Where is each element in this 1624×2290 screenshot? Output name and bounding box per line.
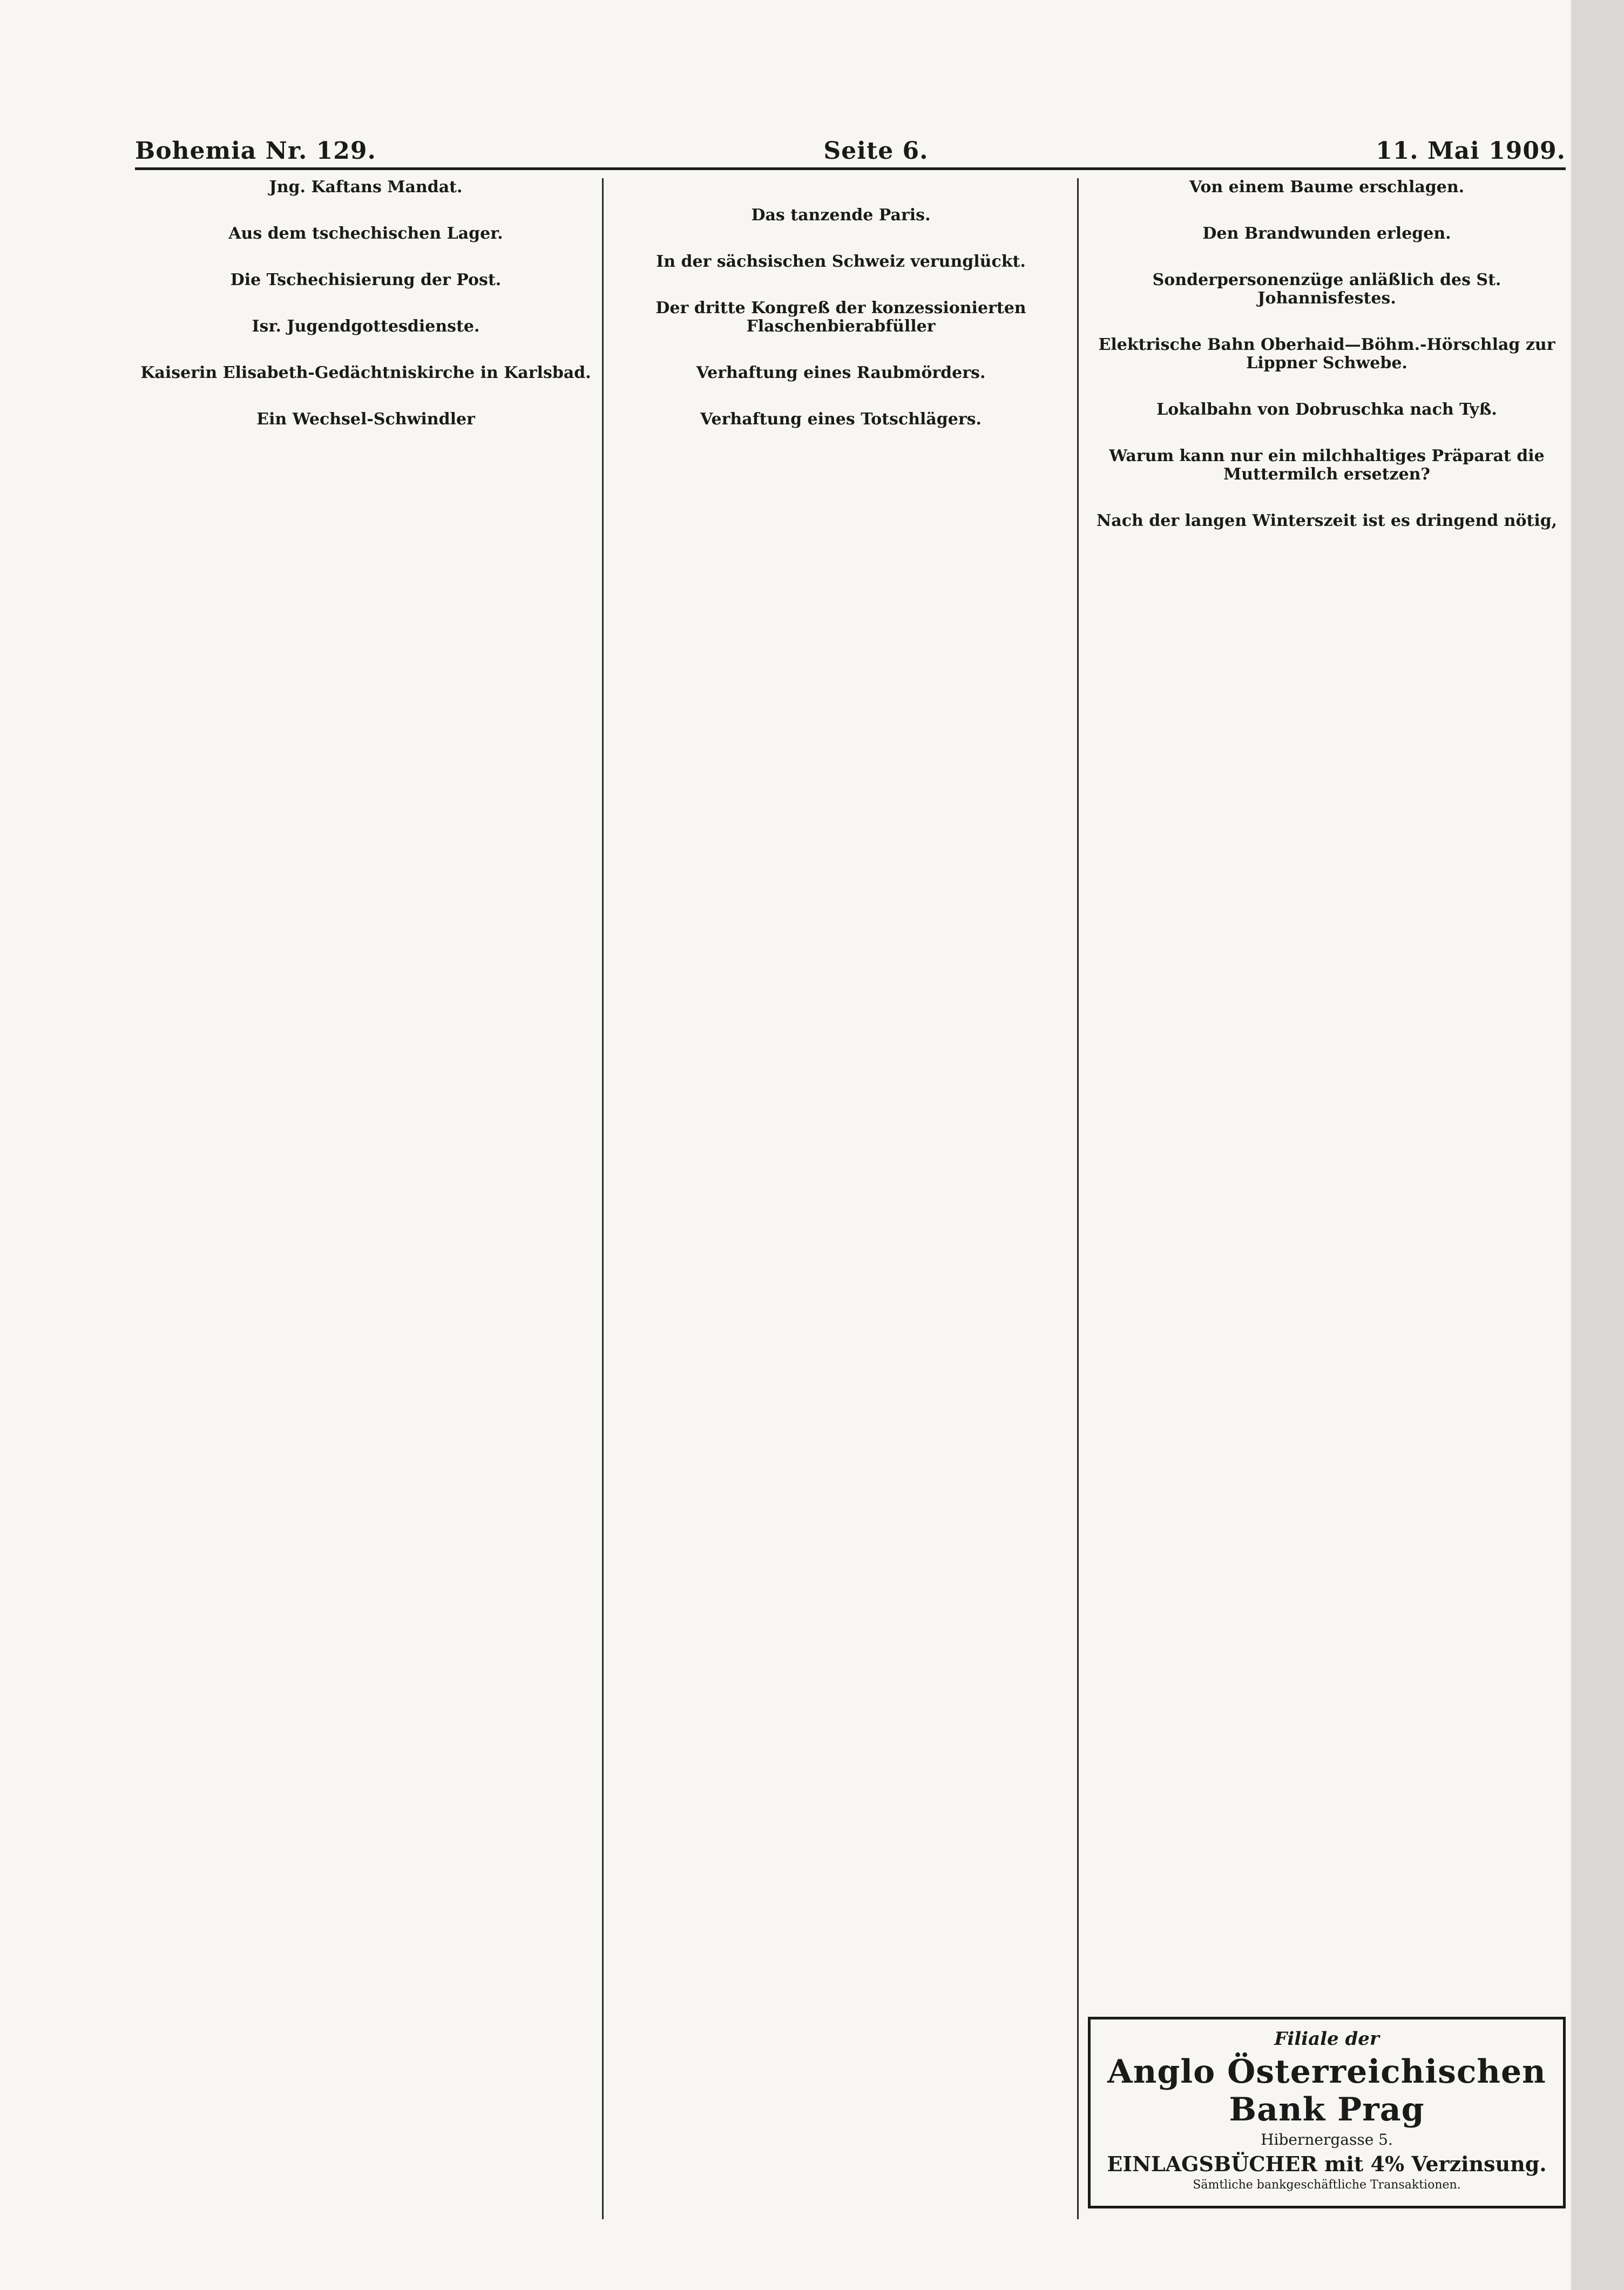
article-headline: Nach der langen Winterszeit ist es dringend nötig,	[1096, 511, 1558, 530]
article	[1088, 336, 1566, 393]
article-body	[1088, 310, 1566, 328]
article-headline: Die Tschechisierung der Post.	[230, 271, 502, 289]
article	[138, 271, 594, 310]
article-body	[1088, 486, 1566, 504]
article-headline: Verhaftung eines Raubmörders.	[696, 363, 986, 382]
article-body	[613, 227, 1069, 245]
ad-note: Sämtliche bankgeschäftliche Transaktionen.	[1193, 2178, 1461, 2192]
article	[1088, 447, 1566, 504]
article	[613, 410, 1069, 449]
article-body	[1088, 199, 1566, 217]
article-body	[613, 273, 1069, 292]
article-body	[1088, 375, 1566, 393]
article-body	[1088, 421, 1566, 440]
article-headline: Der dritte Kongreß der konzessionierten Flaschenbierabfüller	[655, 299, 1026, 336]
article-body	[138, 384, 594, 403]
header-center: Seite 6.	[823, 137, 929, 165]
article-body	[138, 245, 594, 264]
article-headline: Von einem Baume erschlagen.	[1189, 178, 1465, 197]
article-headline: In der sächsischen Schweiz verunglückt.	[656, 252, 1026, 271]
article-body	[613, 338, 1069, 356]
article	[613, 180, 1069, 199]
article-headline: Das tanzende Paris.	[751, 206, 931, 225]
page-edge	[1571, 0, 1624, 2290]
article-body	[1088, 532, 1566, 551]
article	[1088, 178, 1566, 217]
article-headline: Elektrische Bahn Oberhaid—Böhm.-Hörschlag zur Lippner Schwebe.	[1098, 335, 1555, 373]
article-headline: Jng. Kaftans Mandat.	[269, 178, 463, 197]
ad-bank-name: Anglo Österreichischen Bank Prag	[1107, 2053, 1546, 2129]
article-headline: Lokalbahn von Dobruschka nach Tyß.	[1156, 400, 1497, 419]
article	[138, 225, 594, 264]
header-right: 11. Mai 1909.	[1376, 137, 1566, 165]
column-3	[1088, 178, 1566, 2219]
column-2	[613, 178, 1069, 2219]
article-headline: Ein Wechsel-Schwindler	[256, 410, 475, 429]
article	[1088, 225, 1566, 264]
article-headline: Aus dem tschechischen Lager.	[228, 224, 503, 243]
ad-main-line: EINLAGSBÜCHER mit 4% Verzinsung.	[1107, 2152, 1547, 2176]
column-divider	[602, 178, 604, 2219]
ad-top: Filiale der	[1274, 2028, 1379, 2050]
article-body	[613, 384, 1069, 403]
article-headline: Warum kann nur ein milchhaltiges Präparat die Muttermilch ersetzen?	[1109, 447, 1545, 484]
article-body	[138, 199, 594, 217]
article-headline: Verhaftung eines Totschlägers.	[700, 410, 982, 429]
ad-address: Hibernergasse 5.	[1261, 2131, 1393, 2149]
article-body	[1088, 245, 1566, 264]
article	[613, 206, 1069, 245]
article-headline: Den Brandwunden erlegen.	[1202, 224, 1451, 243]
page-header	[135, 116, 1566, 165]
article	[613, 253, 1069, 292]
article-headline: Sonderpersonenzüge anläßlich des St. Johannisfestes.	[1152, 271, 1501, 308]
article-body	[138, 431, 594, 449]
article	[138, 178, 594, 217]
column-1	[138, 178, 594, 2219]
article	[138, 410, 594, 449]
article	[1088, 512, 1566, 551]
article-headline: Kaiserin Elisabeth-Gedächtniskirche in Karlsbad.	[140, 363, 591, 382]
article-body	[138, 338, 594, 356]
header-rule	[135, 167, 1566, 170]
bank-advertisement	[1088, 2017, 1566, 2208]
article	[1088, 401, 1566, 440]
article	[613, 364, 1069, 403]
header-left: Bohemia Nr. 129.	[135, 137, 376, 165]
article-body	[613, 431, 1069, 449]
column-divider	[1077, 178, 1079, 2219]
article	[1088, 271, 1566, 328]
article	[613, 299, 1069, 356]
article	[138, 364, 594, 403]
article-body	[613, 180, 1069, 199]
article	[138, 318, 594, 356]
article-body	[138, 292, 594, 310]
article-headline: Isr. Jugendgottesdienste.	[252, 317, 480, 336]
